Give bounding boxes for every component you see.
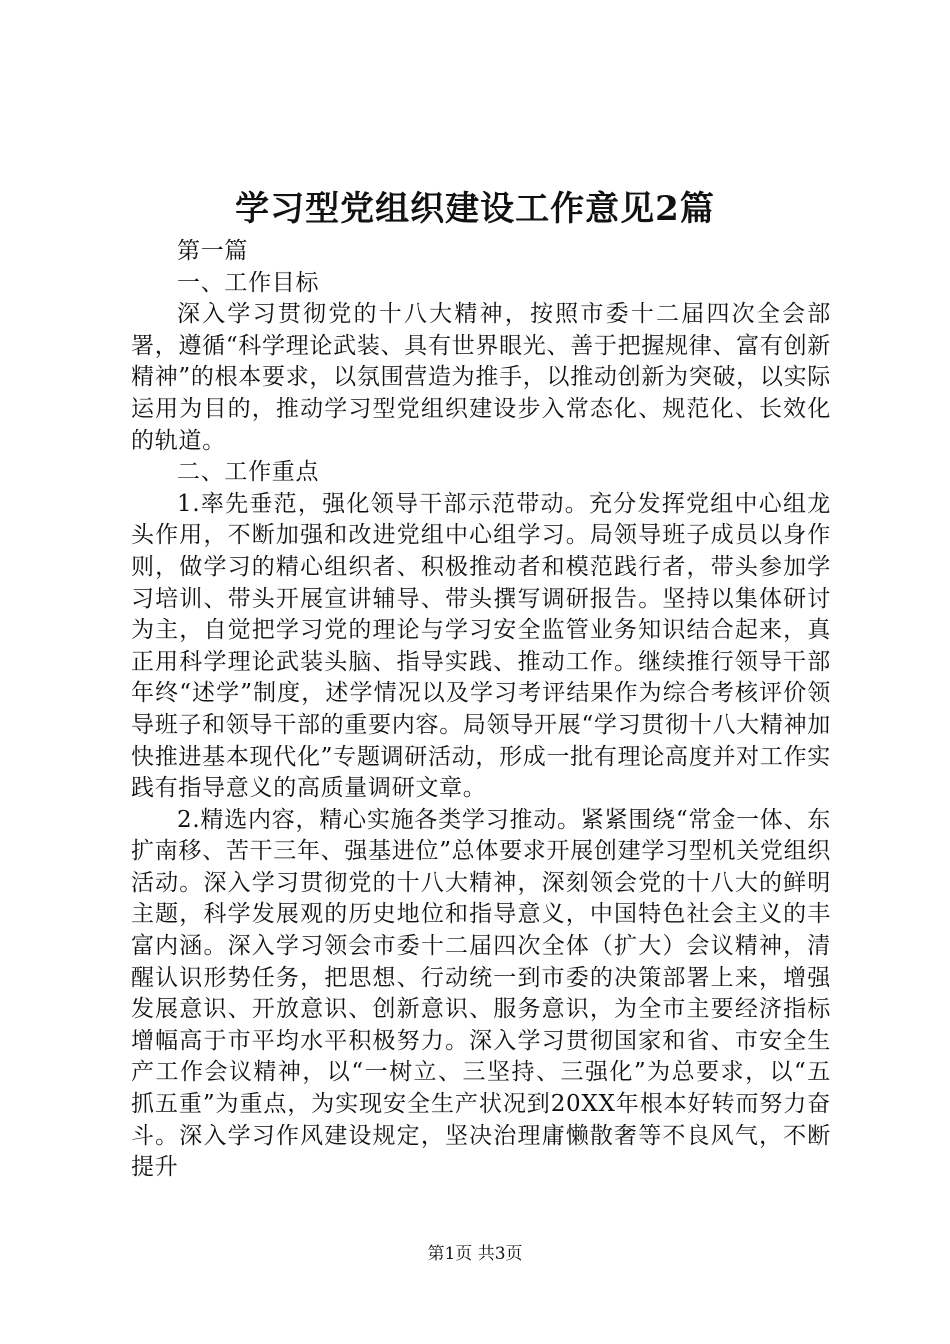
- page-number-footer: 第1页 共3页: [427, 1244, 523, 1264]
- paragraph-work-goals: 深入学习贯彻党的十八大精神，按照市委十二届四次全会部署，遵循“科学理论武装、具有世界眼光、善于把握规律、富有创新精神”的根本要求，以氛围营造为推手，以推动创新为突破，以实际运用为目的，推动学习型党组织建设步入常态化、规范化、长效化的轨道。: [131, 301, 831, 454]
- paragraph-select-content: 2.精选内容，精心实施各类学习推动。紧紧围绕“常金一体、东扩南移、苦干三年、强基进位”总体要求开展创建学习型机关党组织活动。深入学习贯彻党的十八大精神，深刻领会党的十八大的鲜明主题，科学发展观的历史地位和指导意义，中国特色社会主义的丰富内涵。深入学习领会市委十二届四次全体（扩大）会议精神，清醒认识形势任务，把思想、行动统一到市委的决策部署上来，增强发展意识、开放意识、创新意识、服务意识，为全市主要经济指标增幅高于市平均水平积极努力。深入学习贯彻国家和省、市安全生产工作会议精神，以“一树立、三坚持、三强化”为总要求，以“五抓五重”为重点，为实现安全生产状况到20XX年根本好转而努力奋斗。深入学习作风建设规定，坚决治理庸懒散奢等不良风气，不断提升: [131, 806, 831, 1181]
- heading-work-focus: 二、工作重点: [177, 459, 320, 486]
- section-label: 第一篇: [177, 238, 249, 264]
- document-title: 学习型党组织建设工作意见2篇: [235, 189, 715, 229]
- heading-work-goals: 一、工作目标: [177, 269, 320, 296]
- paragraph-lead-by-example: 1.率先垂范，强化领导干部示范带动。充分发挥党组中心组龙头作用，不断加强和改进党组中心组学习。局领导班子成员以身作则，做学习的精心组织者、积极推动者和模范践行者，带头参加学习培训、带头开展宣讲辅导、带头撰写调研报告。坚持以集体研讨为主，自觉把学习党的理论与学习安全监管业务知识结合起来，真正用科学理论武装头脑、指导实践、推动工作。继续推行领导干部年终“述学”制度，述学情况以及学习考评结果作为综合考核评价领导班子和领导干部的重要内容。局领导开展“学习贯彻十八大精神加快推进基本现代化”专题调研活动，形成一批有理论高度并对工作实践有指导意义的高质量调研文章。: [131, 490, 831, 802]
- document-body: [131, 236, 831, 1184]
